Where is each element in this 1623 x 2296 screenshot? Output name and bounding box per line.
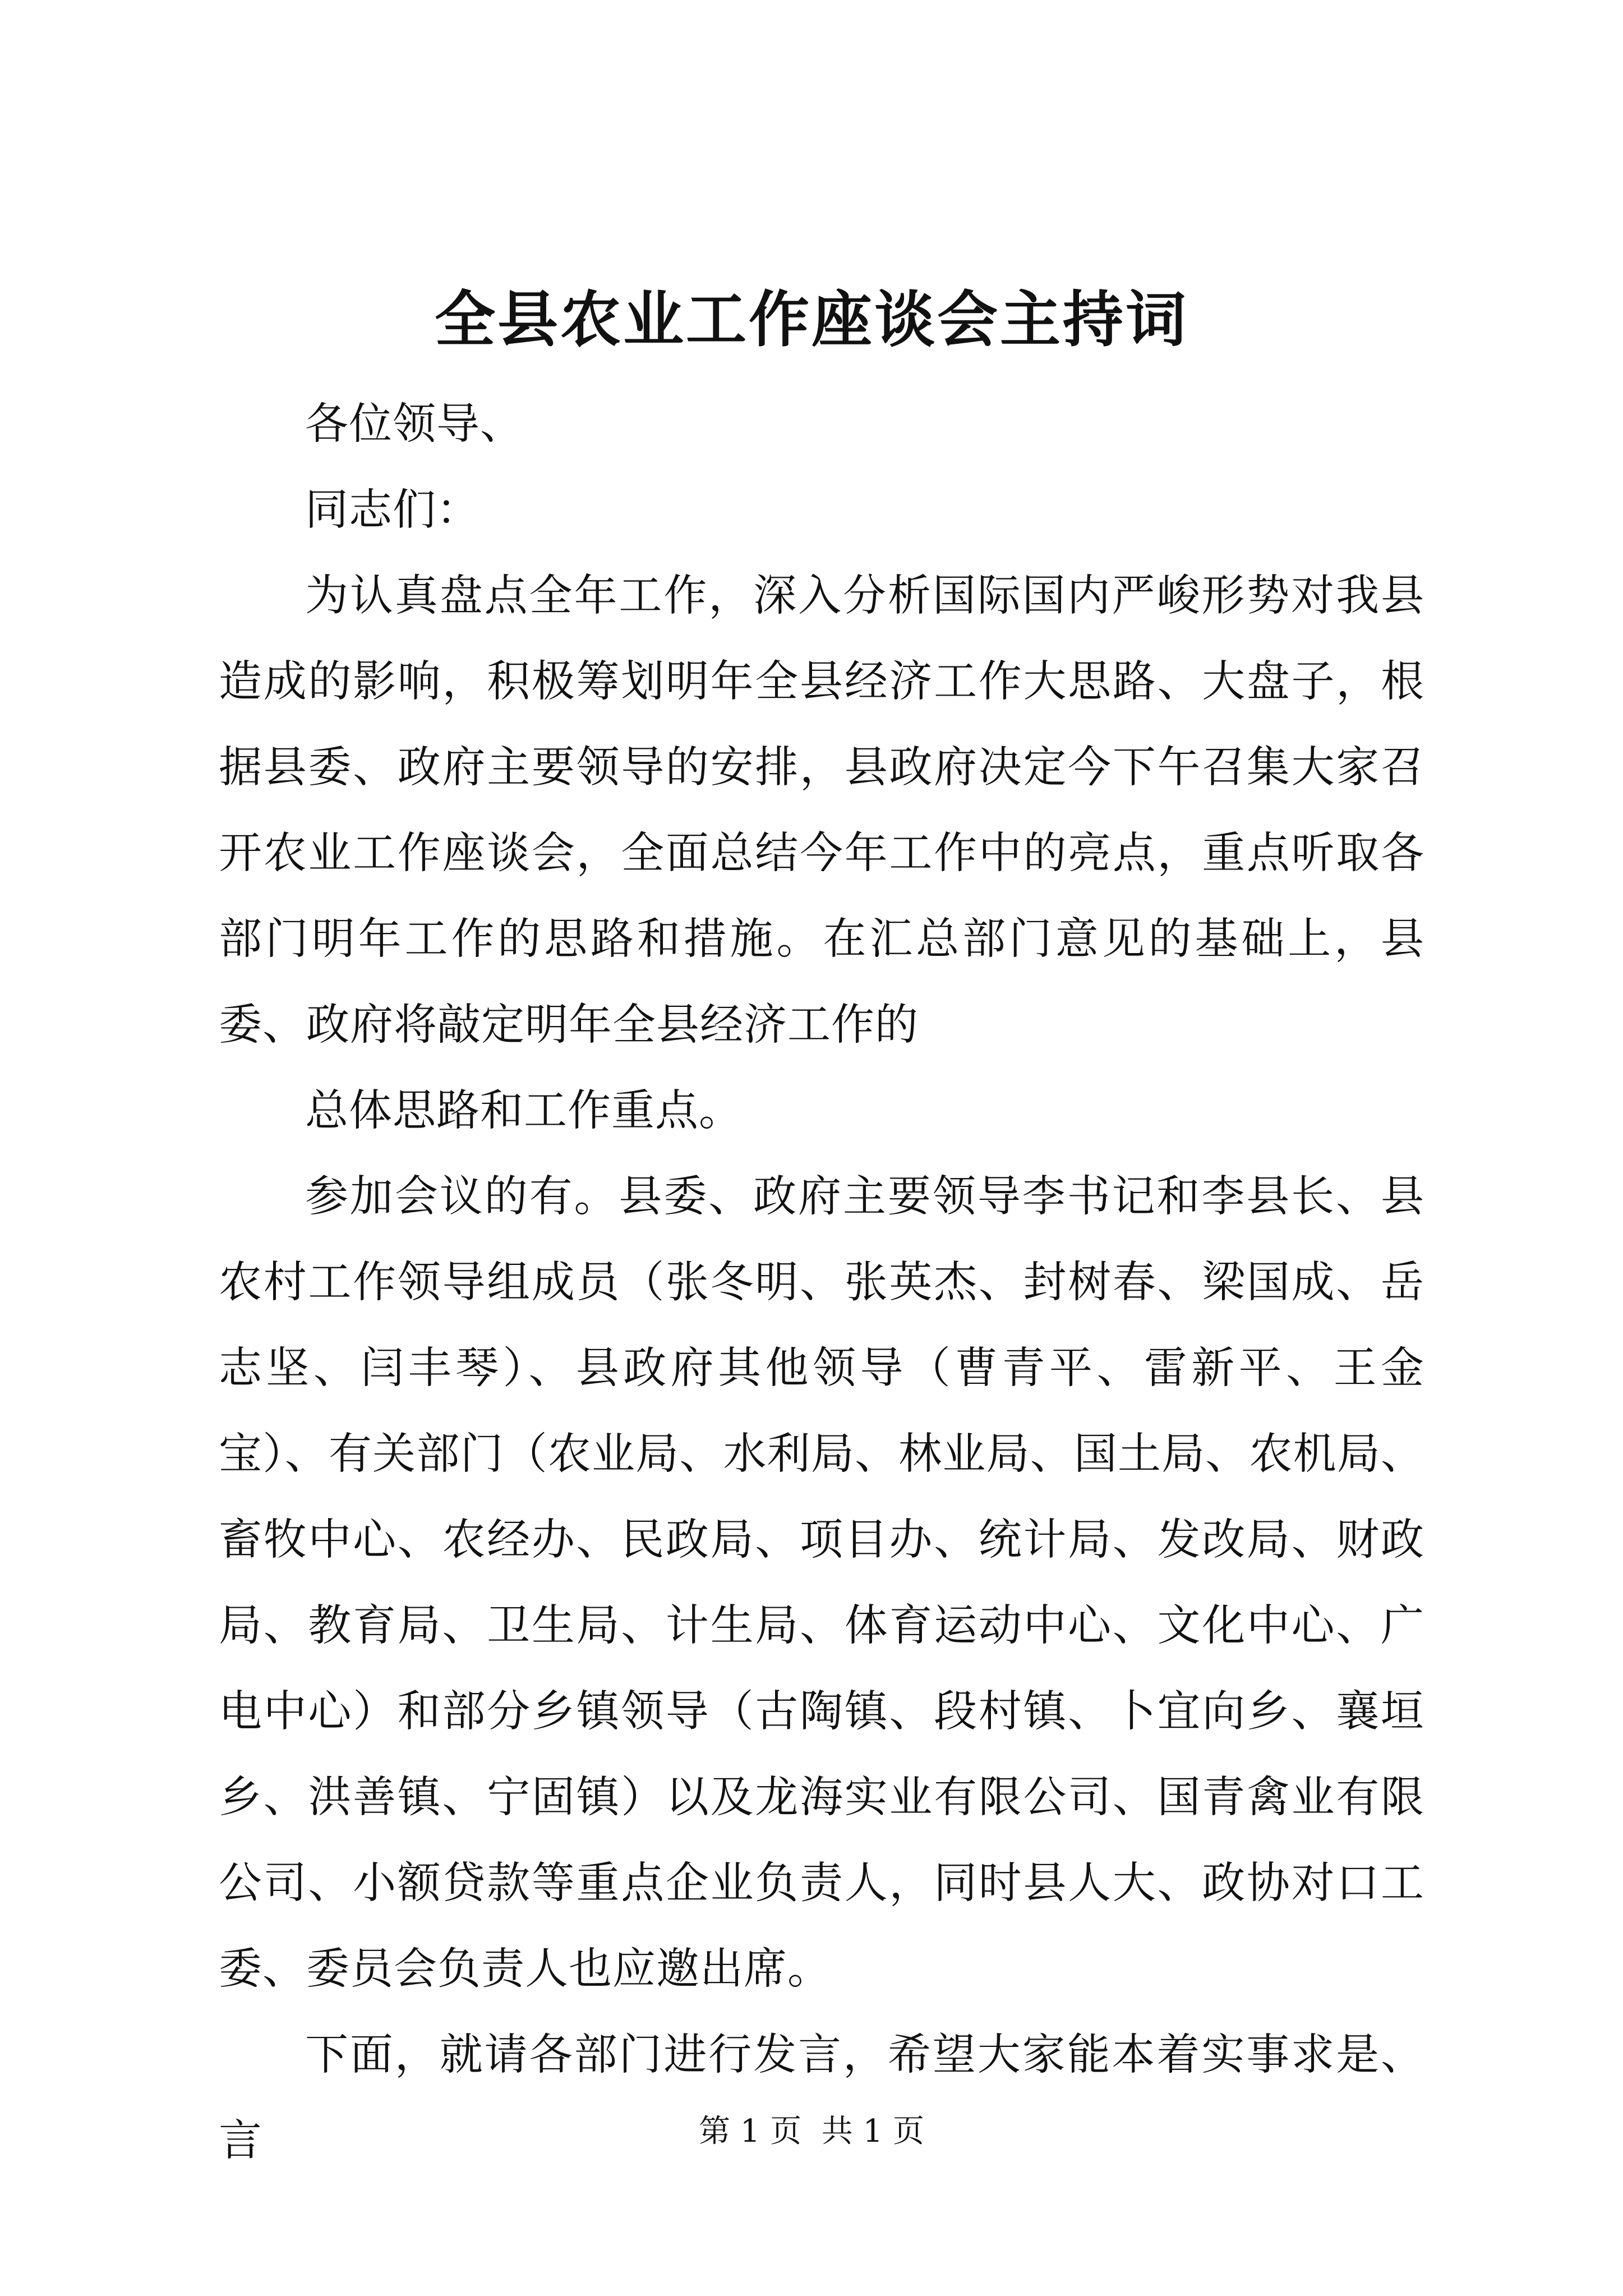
page-footer: 第 1 页 共 1 页 [698,2113,925,2150]
document-body [219,381,1424,2184]
paragraph-next: 下面，就请各部门进行发言，希望大家能本着实事求是、言 [219,2030,1424,2166]
paragraph-attendees: 参加会议的有。县委、政府主要领导李书记和李县长、县农村工作领导组成员（张冬明、张英杰、封树春、梁国成、岳志坚、闫丰琴）、县政府其他领导（曹青平、雷新平、王金宝）、有关部门（农业局、水利局、林业局、国土局、农机局、畜牧中心、农经办、民政局、项目办、统计局、发改局、财政局、教育局、卫生局、计生局、体育运动中心、文化中心、广电中心）和部分乡镇领导（古陶镇、段村镇、卜宜向乡、襄垣乡、洪善镇、宁固镇）以及龙海实业有限公司、国青禽业有限公司、小额贷款等重点企业负责人，同时县人大、政协对口工委、委员会负责人也应邀出席。 [219,1172,1424,1994]
salutation-line-1: 各位领导、 [305,399,524,449]
paragraph-purpose-continued: 总体思路和工作重点。 [305,1086,743,1136]
salutation-line-2: 同志们： [305,485,480,535]
paragraph-purpose: 为认真盘点全年工作，深入分析国际国内严峻形势对我县造成的影响，积极筹划明年全县经济工作大思路、大盘子，根据县委、政府主要领导的安排，县政府决定今下午召集大家召开农业工作座谈会，全面总结今年工作中的亮点，重点听取各部门明年工作的思路和措施。在汇总部门意见的基础上，县委、政府将敲定明年全县经济工作的 [219,571,1424,1050]
document-title: 全县农业工作座谈会主持词 [434,284,1188,355]
